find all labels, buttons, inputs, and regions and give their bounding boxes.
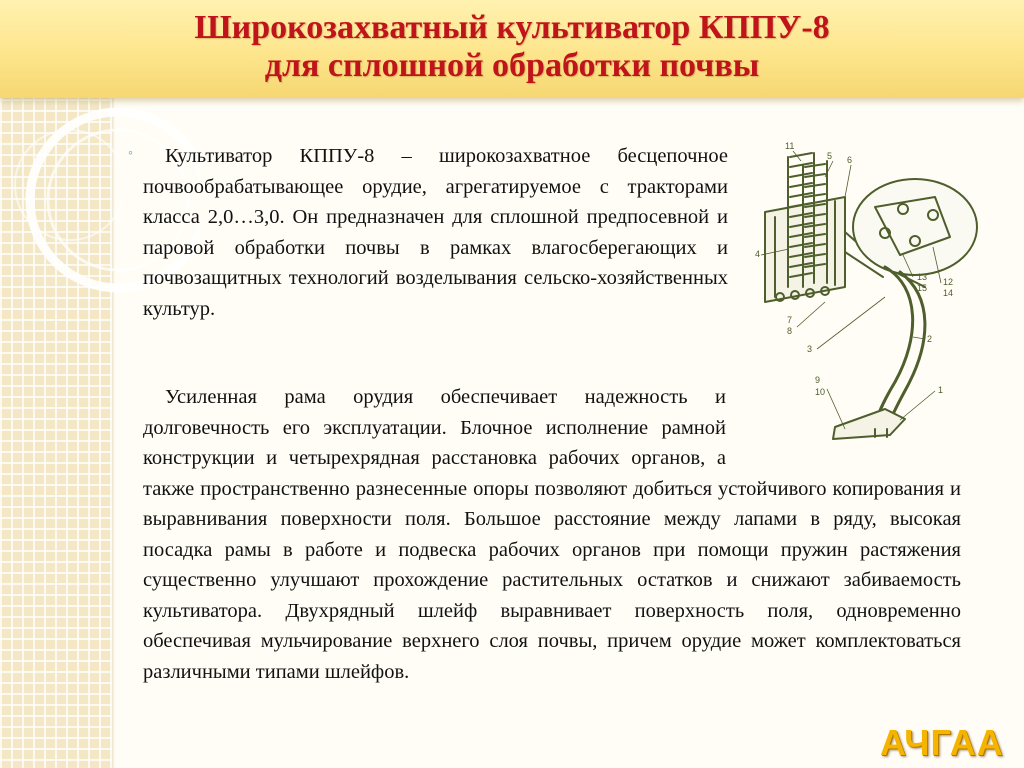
callout-1: 1: [938, 385, 944, 395]
callout-4: 4: [755, 249, 761, 259]
title-banner: [0, 0, 1024, 98]
cultivator-working-body-drawing: [735, 137, 985, 449]
callout-8: 8: [787, 326, 793, 336]
paragraph-details-text: Усиленная рама орудия обеспечивает надежность и долговечность его эксплуатации. Блочное исполнение рамной конструкции и четырехрядная расстановка рабочих органов, а также пространственно разнесенные опоры позволяют добиться устойчивого копирования и выравнивания поверхности поля. Большое расстояние между лапами в ряду, высокая посадка рамы в работе и подвеска рабочих органов при помощи пружин растяжения существенно улучшают прохождение растительных остатков и снижают забиваемость культиватора. Двухрядный шлейф выравнивает поверхность поля, одновременно обеспечивая мульчирование верхнего слоя почвы, причем орудие может комплектоваться различными типами шлейфов.: [143, 386, 961, 683]
paragraph-description: Культиватор КППУ-8 – широкозахватное бесцепочное почвообрабатывающее орудие, агрегатируемое с тракторами класса 2,0…3,0. Он предназначен для сплошной предпосевной и паровой обработки почвы в рамках влагосберегающих и почвозащитных технологий возделывания сельско-хозяйственных культур.: [143, 145, 728, 320]
callout-7: 7: [787, 315, 793, 325]
bullet-icon: ◦: [128, 146, 133, 161]
callout-6: 6: [847, 155, 853, 165]
slide-title-line-2: для сплошной обработки почвы: [264, 47, 760, 84]
callout-11: 11: [785, 141, 795, 151]
callout-14: 14: [943, 288, 954, 298]
callout-10: 10: [815, 387, 826, 397]
callout-15: 15: [917, 283, 928, 293]
callout-12: 12: [943, 277, 954, 287]
callout-13: 13: [917, 272, 928, 282]
callout-5: 5: [827, 151, 833, 161]
academy-logo: АЧГАА: [880, 722, 1004, 763]
callout-3: 3: [807, 344, 813, 354]
slide-title-line-1: Широкозахватный культиватор КППУ-8: [194, 9, 830, 46]
callout-9: 9: [815, 375, 821, 385]
callout-2: 2: [927, 334, 933, 344]
